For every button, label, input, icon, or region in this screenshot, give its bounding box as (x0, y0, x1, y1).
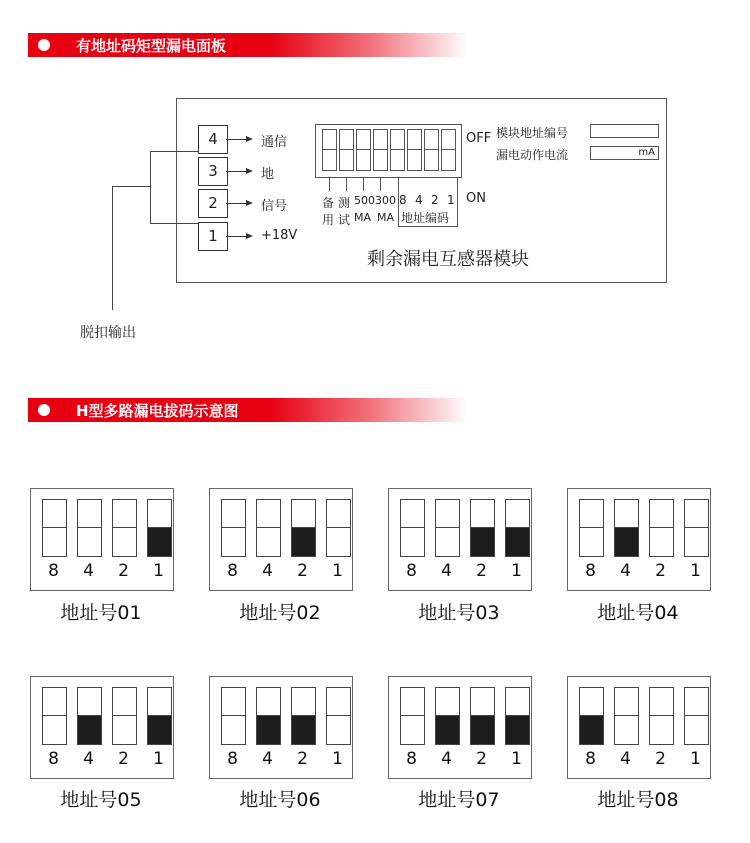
switch-on-fill (292, 528, 315, 556)
dip-switch (291, 499, 316, 557)
dip-switch[interactable] (407, 129, 422, 171)
dip-switch (614, 687, 639, 745)
switch-label: 8 (399, 193, 407, 207)
bit-label: 8 (406, 561, 417, 581)
bit-label: 1 (332, 561, 343, 581)
dip-switch (649, 499, 674, 557)
trip-output-label: 脱扣输出 (80, 325, 136, 341)
switch-on-fill (506, 716, 529, 744)
switch-on-fill (436, 716, 459, 744)
dip-switch (579, 687, 604, 745)
address-caption: 地址号04 (597, 602, 679, 624)
dip-switch (326, 687, 351, 745)
switch-on-fill (580, 716, 603, 744)
bit-label: 4 (620, 561, 631, 581)
section-banner (28, 398, 468, 422)
switch-label: MA (354, 211, 372, 224)
arrow-right-icon (226, 139, 248, 140)
dip-switch (435, 687, 460, 745)
section-title: H型多路漏电拔码示意图 (76, 402, 239, 420)
module-name: 剩余漏电互感器模块 (367, 249, 529, 270)
bit-label: 8 (227, 749, 238, 769)
dip-switch (221, 499, 246, 557)
dip-switch (579, 499, 604, 557)
dip-switch (77, 499, 102, 557)
terminal-1: 1 (198, 222, 228, 251)
address-card (209, 676, 353, 779)
terminal-label: 地 (261, 167, 275, 182)
leak-unit: mA (638, 147, 655, 158)
bit-label: 4 (262, 561, 273, 581)
switch-label: 试 (338, 213, 351, 227)
dip-switch[interactable] (339, 129, 354, 171)
bit-label: 8 (227, 561, 238, 581)
switch-on-fill (148, 716, 171, 744)
bit-label: 2 (655, 749, 666, 769)
switch-on-fill (257, 716, 280, 744)
dip-switch (112, 499, 137, 557)
arrow-right-icon (226, 236, 248, 237)
leak-current-field[interactable] (590, 146, 659, 160)
on-label: ON (466, 191, 486, 206)
bit-label: 4 (441, 749, 452, 769)
bit-label: 4 (262, 749, 273, 769)
bit-label: 2 (476, 749, 487, 769)
dip-switch (435, 499, 460, 557)
dip-switch (505, 687, 530, 745)
address-card (30, 676, 174, 779)
bit-label: 1 (153, 561, 164, 581)
dip-switch (684, 499, 709, 557)
address-caption: 地址号01 (60, 602, 142, 624)
section-banner (28, 33, 468, 57)
module-address-field[interactable] (590, 124, 659, 138)
switch-on-fill (78, 716, 101, 744)
address-card (567, 488, 711, 591)
dip-switch (684, 687, 709, 745)
address-caption: 地址号06 (239, 789, 321, 811)
dip-switch (77, 687, 102, 745)
wiring-line (112, 186, 113, 310)
bit-label: 1 (153, 749, 164, 769)
dip-switch[interactable] (356, 129, 371, 171)
dip-switch (291, 687, 316, 745)
address-code-label: 地址编码 (401, 211, 450, 225)
bit-label: 8 (585, 749, 596, 769)
switch-label: 300 (375, 194, 396, 207)
dip-switch[interactable] (373, 129, 388, 171)
bit-label: 4 (83, 561, 94, 581)
bit-label: 4 (83, 749, 94, 769)
leak-current-label: 漏电动作电流 (496, 148, 569, 162)
dip-switch (42, 687, 67, 745)
switch-label: MA (377, 211, 395, 224)
bit-label: 8 (406, 749, 417, 769)
bit-label: 2 (655, 561, 666, 581)
switch-label: 备 (322, 196, 335, 210)
address-card (209, 488, 353, 591)
dip-switch[interactable] (390, 129, 405, 171)
address-caption: 地址号03 (418, 602, 500, 624)
dip-switch (326, 499, 351, 557)
module-address-label: 模块地址编号 (496, 126, 569, 140)
dip-switch (400, 499, 425, 557)
arrow-right-icon (226, 203, 248, 204)
dip-switch[interactable] (441, 129, 456, 171)
bit-label: 2 (118, 749, 129, 769)
bit-label: 8 (585, 561, 596, 581)
address-caption: 地址号08 (597, 789, 679, 811)
bit-label: 1 (690, 561, 701, 581)
dip-switch (400, 687, 425, 745)
address-caption: 地址号02 (239, 602, 321, 624)
bit-label: 8 (48, 749, 59, 769)
dip-switch (649, 687, 674, 745)
dip-switch (147, 687, 172, 745)
dip-switch (470, 499, 495, 557)
address-card (567, 676, 711, 779)
address-caption: 地址号05 (60, 789, 142, 811)
off-label: OFF (466, 131, 492, 146)
switch-on-fill (148, 528, 171, 556)
switch-label: 4 (415, 193, 423, 207)
terminal-3: 3 (198, 157, 228, 186)
terminal-label: 信号 (261, 199, 288, 214)
dip-switch (147, 499, 172, 557)
bit-label: 2 (297, 561, 308, 581)
switch-on-fill (615, 528, 638, 556)
wiring-bracket (150, 151, 199, 224)
terminal-label: +18V (261, 228, 298, 243)
wiring-line (112, 186, 150, 187)
switch-on-fill (292, 716, 315, 744)
switch-label: 测 (338, 196, 351, 210)
terminal-4: 4 (198, 125, 228, 154)
dip-switch-block (315, 124, 462, 178)
bullet-dot-icon (38, 404, 50, 416)
switch-on-fill (471, 528, 494, 556)
dip-switch (221, 687, 246, 745)
dip-switch (470, 687, 495, 745)
bit-label: 2 (297, 749, 308, 769)
bit-label: 8 (48, 561, 59, 581)
dip-switch (112, 687, 137, 745)
dip-switch (256, 499, 281, 557)
bullet-dot-icon (38, 39, 50, 51)
switch-label: 2 (431, 193, 439, 207)
bit-label: 2 (118, 561, 129, 581)
bit-label: 1 (511, 749, 522, 769)
dip-switch (505, 499, 530, 557)
section-title: 有地址码矩型漏电面板 (76, 37, 227, 55)
dip-switch (256, 687, 281, 745)
switch-on-fill (506, 528, 529, 556)
switch-on-fill (471, 716, 494, 744)
bit-label: 1 (690, 749, 701, 769)
switch-label: 用 (322, 213, 335, 227)
bit-label: 2 (476, 561, 487, 581)
address-card (30, 488, 174, 591)
bit-label: 4 (441, 561, 452, 581)
switch-label: 1 (447, 193, 455, 207)
bit-label: 4 (620, 749, 631, 769)
address-caption: 地址号07 (418, 789, 500, 811)
terminal-2: 2 (198, 189, 228, 218)
dip-switch[interactable] (424, 129, 439, 171)
switch-label: 500 (354, 194, 375, 207)
dip-switch (614, 499, 639, 557)
address-card (388, 488, 532, 591)
bit-label: 1 (511, 561, 522, 581)
address-card (388, 676, 532, 779)
dip-switch (42, 499, 67, 557)
dip-switch[interactable] (322, 129, 337, 171)
bit-label: 1 (332, 749, 343, 769)
arrow-right-icon (226, 171, 248, 172)
terminal-label: 通信 (261, 135, 288, 150)
